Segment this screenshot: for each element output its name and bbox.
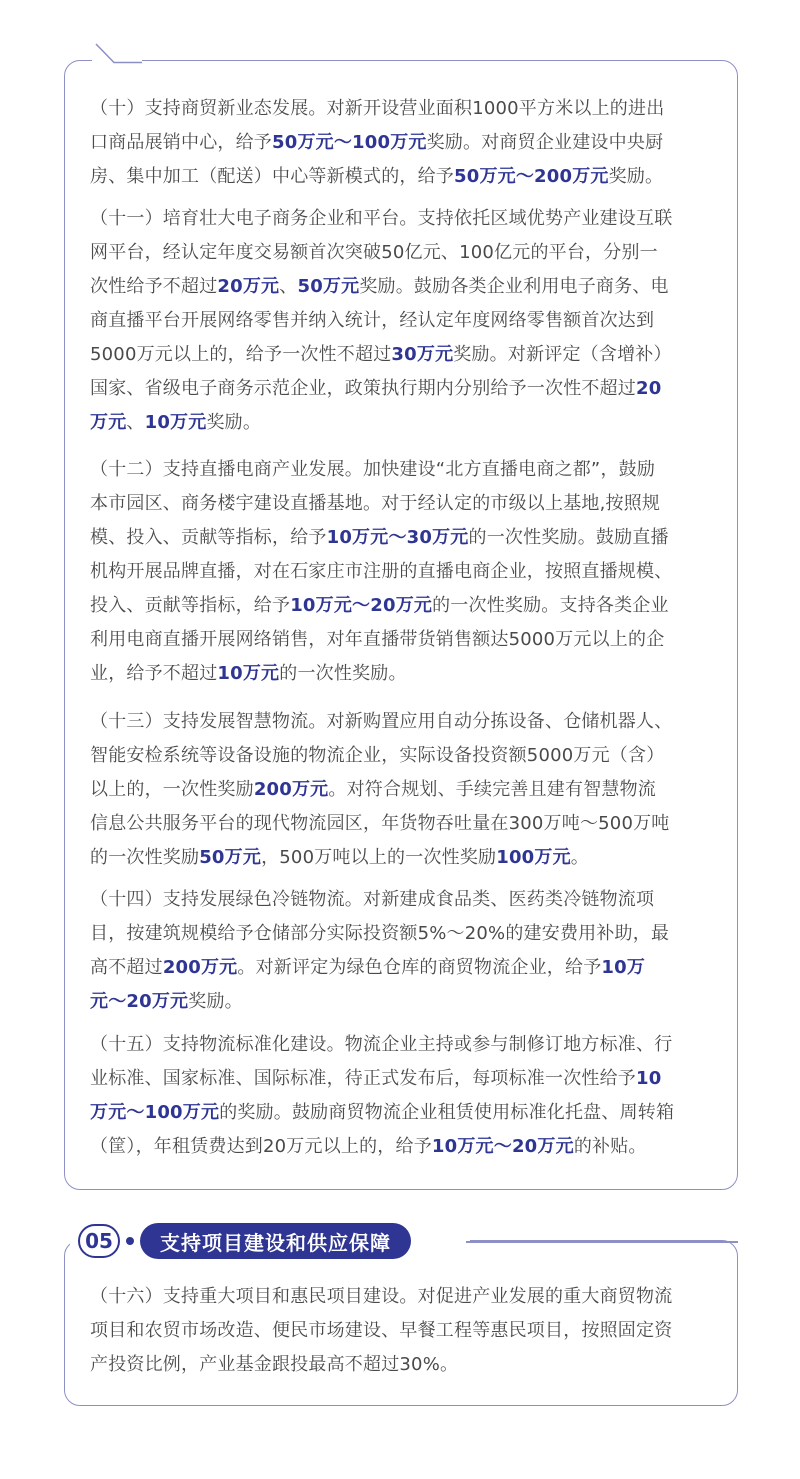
text-segment: 。对新评定为绿色仓库的商贸物流企业，给予: [237, 957, 602, 978]
text-segment: 模、投入、贡献等指标，给予: [90, 527, 327, 548]
text-segment: （筐），年租赁费达到20万元以上的，给予: [90, 1136, 432, 1157]
text-segment: 的一次性奖励。鼓励直播: [468, 527, 669, 548]
text-segment: 项目和农贸市场改造、便民市场建设、早餐工程等惠民项目，按照固定资: [90, 1320, 673, 1341]
text-segment: 奖励。对新评定（含增补）: [453, 344, 672, 365]
section-header-rule: [466, 1241, 738, 1243]
text-segment: 口商品展销中心，给予: [90, 132, 272, 153]
text-segment: （十）支持商贸新业态发展。对新开设营业面积1000平方米以上的进出: [90, 98, 665, 119]
highlighted-amount: 万元: [90, 412, 127, 433]
text-segment: 奖励。: [608, 166, 664, 187]
text-segment: 奖励。对商贸企业建设中央厨: [426, 132, 664, 153]
text-line: [90, 985, 714, 1019]
text-line: [90, 338, 714, 372]
highlighted-amount: 10万元～20万元: [431, 1136, 574, 1157]
highlighted-amount: 50万元: [297, 276, 360, 297]
para-14: [90, 883, 714, 1019]
text-segment: （十六）支持重大项目和惠民项目建设。对促进产业发展的重大商贸物流: [90, 1286, 673, 1307]
text-line: [90, 1348, 714, 1382]
highlighted-amount: 30万元: [391, 344, 454, 365]
text-segment: （十一）培育壮大电子商务企业和平台。支持依托区域优势产业建设互联: [90, 208, 673, 229]
text-line: [90, 160, 714, 194]
text-line: [90, 555, 714, 589]
text-segment: 以上的，一次性奖励: [90, 779, 254, 800]
highlighted-amount: 20万元: [217, 276, 280, 297]
highlighted-amount: 元～20万元: [90, 991, 189, 1012]
text-line: [90, 1028, 714, 1062]
text-segment: 产投资比例，产业基金跟投最高不超过30%。: [90, 1354, 459, 1375]
highlighted-amount: 10万元: [144, 412, 207, 433]
text-line: [90, 372, 714, 406]
text-segment: 5000万元以上的，给予一次性不超过: [90, 344, 392, 365]
text-line: [90, 917, 714, 951]
highlighted-amount: 10万元: [217, 663, 280, 684]
text-segment: 的一次性奖励。: [279, 663, 407, 684]
text-segment: 的补贴。: [573, 1136, 647, 1157]
text-segment: 。对符合规划、手续完善且建有智慧物流: [328, 779, 656, 800]
text-line: [90, 657, 714, 691]
text-line: [90, 773, 714, 807]
text-segment: 次性给予不超过: [90, 276, 218, 297]
text-line: [90, 951, 714, 985]
text-segment: （十五）支持物流标准化建设。物流企业主持或参与制修订地方标准、行: [90, 1034, 673, 1055]
text-segment: 商直播平台开展网络零售并纳入统计，经认定年度网络零售额首次达到: [90, 310, 655, 331]
text-line: [90, 126, 714, 160]
text-line: [90, 202, 714, 236]
text-line: [90, 739, 714, 773]
highlighted-amount: 10万: [601, 957, 646, 978]
text-segment: 奖励。: [188, 991, 243, 1012]
text-segment: （十四）支持发展绿色冷链物流。对新建成食品类、医药类冷链物流项: [90, 889, 655, 910]
para-11: [90, 202, 714, 440]
panel-corner-notch: [92, 40, 142, 64]
text-line: [90, 705, 714, 739]
text-line: [90, 1130, 714, 1164]
text-segment: 机构开展品牌直播，对在石家庄市注册的直播电商企业，按照直播规模、: [90, 561, 673, 582]
text-segment: （十三）支持发展智慧物流。对新购置应用自动分拣设备、仓储机器人、: [90, 711, 673, 732]
text-segment: 、: [126, 412, 145, 433]
text-segment: 奖励。鼓励各类企业利用电子商务、电: [359, 276, 669, 297]
text-segment: 奖励。: [206, 412, 262, 433]
text-line: [90, 623, 714, 657]
text-line: [90, 1314, 714, 1348]
text-line: [90, 487, 714, 521]
text-line: [90, 406, 714, 440]
highlighted-amount: 50万元～100万元: [272, 132, 427, 153]
text-segment: 利用电商直播开展网络销售，对年直播带货销售额达5000万元以上的企: [90, 629, 665, 650]
text-segment: 投入、贡献等指标，给予: [90, 595, 291, 616]
text-line: [90, 236, 714, 270]
highlighted-amount: 10万元～30万元: [326, 527, 469, 548]
highlighted-amount: 50万元～200万元: [454, 166, 609, 187]
para-16: [90, 1280, 714, 1382]
text-segment: 的一次性奖励: [90, 847, 200, 868]
text-line: [90, 1096, 714, 1130]
highlighted-amount: 20: [636, 378, 662, 399]
highlighted-amount: 万元～100万元: [90, 1102, 220, 1123]
text-line: [90, 1280, 714, 1314]
text-segment: 的奖励。鼓励商贸物流企业租赁使用标准化托盘、周转箱: [219, 1102, 675, 1123]
text-segment: 的一次性奖励。支持各类企业: [432, 595, 669, 616]
text-segment: 、: [279, 276, 298, 297]
text-segment: 国家、省级电子商务示范企业，政策执行期内分别给予一次性不超过: [90, 378, 636, 399]
text-segment: 网平台，经认定年度交易额首次突破50亿元、100亿元的平台，分别一: [90, 242, 658, 263]
highlighted-amount: 200万元: [253, 779, 329, 800]
text-line: [90, 521, 714, 555]
text-segment: 本市园区、商务楼宇建设直播基地。对于经认定的市级以上基地,按照规: [90, 493, 661, 514]
highlighted-amount: 100万元: [496, 847, 571, 868]
text-segment: 信息公共服务平台的现代物流园区，年货物吞吐量在300万吨～500万吨: [90, 813, 670, 834]
text-segment: 业标准、国家标准、国际标准，待正式发布后，每项标准一次性给予: [90, 1068, 636, 1089]
text-line: [90, 304, 714, 338]
text-segment: 目，按建筑规模给予仓储部分实际投资额5%～20%的建安费用补助，最: [90, 923, 670, 944]
para-12: [90, 453, 714, 691]
text-segment: 。: [570, 847, 589, 868]
text-line: [90, 807, 714, 841]
text-segment: 业，给予不超过: [90, 663, 218, 684]
text-line: [90, 841, 714, 875]
text-line: [90, 92, 714, 126]
highlighted-amount: 10万元～20万元: [290, 595, 433, 616]
text-line: [90, 883, 714, 917]
highlighted-amount: 10: [636, 1068, 662, 1089]
para-10: [90, 92, 714, 194]
section-dot: [126, 1237, 134, 1245]
text-segment: 智能安检系统等设备设施的物流企业，实际设备投资额5000万元（含）: [90, 745, 665, 766]
text-segment: 高不超过: [90, 957, 163, 978]
text-segment: ，500万吨以上的一次性奖励: [261, 847, 497, 868]
section-header: [78, 1222, 411, 1260]
text-line: [90, 1062, 714, 1096]
text-line: [90, 589, 714, 623]
para-13: [90, 705, 714, 875]
section-number-badge: 05: [78, 1224, 120, 1258]
section-title: 支持项目建设和供应保障: [140, 1223, 411, 1259]
text-segment: 房、集中加工（配送）中心等新模式的，给予: [90, 166, 454, 187]
para-15: [90, 1028, 714, 1164]
highlighted-amount: 50万元: [199, 847, 262, 868]
text-segment: （十二）支持直播电商产业发展。加快建设“北方直播电商之都”，鼓励: [90, 459, 656, 480]
highlighted-amount: 200万元: [162, 957, 238, 978]
text-line: [90, 270, 714, 304]
text-line: [90, 453, 714, 487]
